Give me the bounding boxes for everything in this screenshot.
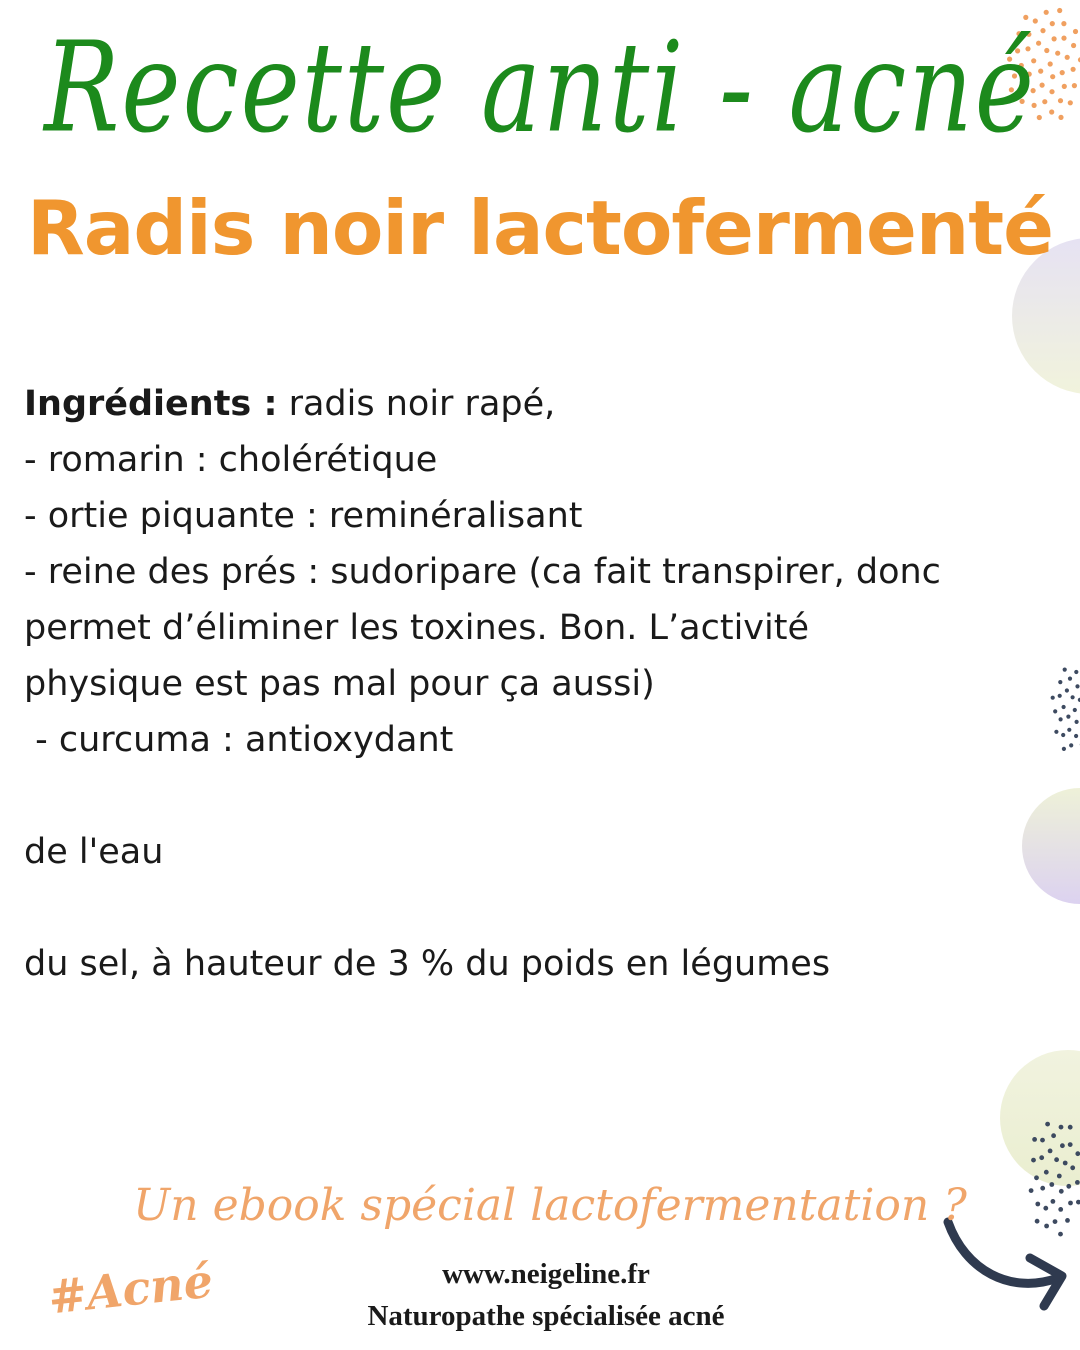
- list-item: physique est pas mal pour ça aussi): [24, 664, 655, 704]
- dot: [1058, 680, 1062, 684]
- dot: [1051, 696, 1055, 700]
- dot: [1062, 747, 1066, 751]
- dot: [1040, 1138, 1045, 1143]
- dot: [1032, 1137, 1037, 1142]
- ebook-cta: Un ebook spécial lactofermentation ?: [133, 1180, 967, 1231]
- hashtag: #Acné: [45, 1253, 216, 1325]
- dot: [1070, 1165, 1075, 1170]
- dot: [1061, 733, 1065, 737]
- dot: [1045, 1122, 1050, 1127]
- dot: [1063, 1161, 1068, 1166]
- dot: [1068, 1125, 1073, 1130]
- dot: [1059, 1125, 1064, 1130]
- dot: [1075, 720, 1079, 724]
- list-item: - ortie piquante : reminéralisant: [24, 496, 583, 536]
- dot: [1058, 1232, 1063, 1237]
- dot: [1054, 730, 1058, 734]
- tagline: Naturopathe spécialisée acné: [367, 1300, 725, 1332]
- salt-line: du sel, à hauteur de 3 % du poids en légumes: [24, 944, 831, 984]
- dot: [1031, 1158, 1036, 1163]
- page-title: Radis noir lactofermenté: [27, 184, 1053, 272]
- list-item: - reine des prés : sudoripare (ca fait transpirer, donc: [24, 552, 941, 592]
- list-item: - romarin : cholérétique: [24, 440, 438, 480]
- dot: [1058, 694, 1062, 698]
- dot: [1044, 1170, 1049, 1175]
- list-item: permet d’éliminer les toxines. Bon. L’activité: [24, 608, 810, 648]
- dot: [1063, 668, 1067, 672]
- dot: [1053, 709, 1057, 713]
- dot: [1075, 684, 1079, 688]
- dot: [1069, 743, 1073, 747]
- script-title: Recette anti - acné: [44, 14, 1036, 161]
- dot: [1068, 1142, 1073, 1147]
- dot: [1062, 705, 1066, 709]
- dot: [1068, 677, 1072, 681]
- dot: [1048, 1149, 1053, 1154]
- ingredients-line: [24, 376, 1044, 432]
- recipe-body: [24, 376, 1044, 992]
- dot: [1066, 715, 1070, 719]
- dot: [1057, 8, 1062, 13]
- dot: [1059, 717, 1063, 721]
- dot: [1054, 1157, 1059, 1162]
- dot: [1057, 1174, 1062, 1179]
- dot: [1074, 670, 1078, 674]
- dot: [1067, 728, 1071, 732]
- dot: [1060, 1143, 1065, 1148]
- ingredients-value: radis noir rapé,: [277, 384, 556, 424]
- ingredients-label: Ingrédients :: [24, 384, 278, 424]
- dot: [1051, 1133, 1056, 1138]
- dot-pattern-icon: [1051, 668, 1080, 752]
- dot: [1073, 708, 1077, 712]
- dot: [1065, 688, 1069, 692]
- website-link[interactable]: www.neigeline.fr: [442, 1258, 650, 1290]
- dot: [1071, 695, 1075, 699]
- gradient-circle-icon: [1000, 1050, 1080, 1186]
- water-line: de l'eau: [24, 832, 164, 872]
- list-item: - curcuma : antioxydant: [24, 720, 454, 760]
- dot: [1074, 734, 1078, 738]
- dot: [1075, 1151, 1080, 1156]
- dot: [1039, 1155, 1044, 1160]
